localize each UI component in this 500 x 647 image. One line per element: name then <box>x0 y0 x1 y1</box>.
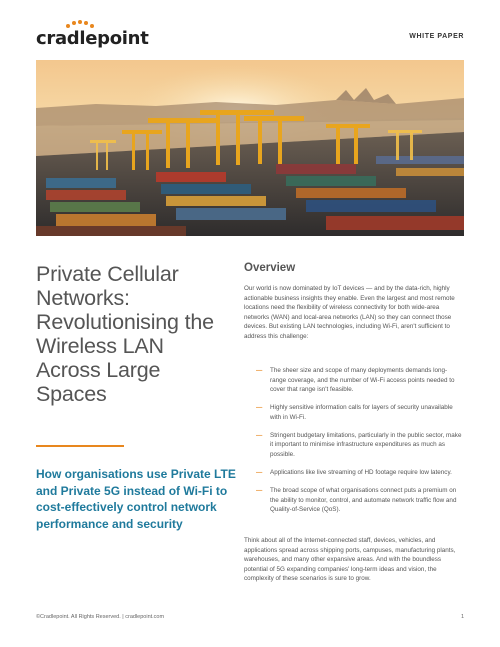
challenge-list <box>256 366 462 523</box>
list-item-text: The sheer size and scope of many deployments demands long-range coverage, and the number of Wi-Fi access points needed to cover that range isn't feasible. <box>270 367 455 394</box>
overview-heading: Overview <box>244 262 296 274</box>
list-item-text: Applications like live streaming of HD footage require low latency. <box>270 468 452 476</box>
bullet-dash-icon: — <box>256 404 263 412</box>
overview-intro: Our world is now dominated by IoT devices — and by the data-rich, highly actionable business insights they enable. Even the largest and most remote locations need the flexibility of wireless connectivity for both wide-area networks (WAN) and local-area networks (LAN) so they can connect those devices. But existing LAN technologies, including Wi-Fi, aren't sufficient to address this challenge: <box>244 285 455 340</box>
list-item <box>256 486 462 515</box>
page-subtitle: How organisations use Private LTE and Private 5G instead of Wi-Fi to cost-effectively control network performance and security <box>36 467 236 531</box>
list-item <box>256 431 462 460</box>
overview-closing: Think about all of the Internet-connected staff, devices, vehicles, and applications spread across shipping ports, campuses, manufacturing plants, warehouses, and many other expansive areas. And with the boundless potential of 5G expanding companies' long-term ideas and vision, the complexity of these scenarios is sure to grow. <box>244 537 456 583</box>
document-type-label: WHITE PAPER <box>409 33 464 40</box>
title-divider <box>36 445 124 447</box>
list-item-text: The broad scope of what organisations connect puts a premium on the ability to monitor, control, and automate network traffic flow and Quality-of-Service (QoS). <box>270 486 457 514</box>
page-number: 1 <box>460 614 464 620</box>
hero-image <box>36 60 464 236</box>
bullet-dash-icon: — <box>256 431 263 439</box>
footer-copyright: ©Cradlepoint. All Rights Reserved. | cradlepoint.com <box>36 614 165 620</box>
bullet-dash-icon: — <box>256 486 263 494</box>
list-item <box>256 366 462 395</box>
list-item-text: Stringent budgetary limitations, particularly in the public sector, make it important to minimise infrastructure expenditures as much as possible. <box>270 431 462 458</box>
bullet-dash-icon: — <box>256 468 263 476</box>
logo-text: cradlepoint <box>36 28 149 49</box>
list-item <box>256 468 462 478</box>
bullet-dash-icon: — <box>256 367 263 374</box>
list-item <box>256 403 462 422</box>
list-item-text: Highly sensitive information calls for layers of security unavailable with in Wi-Fi. <box>270 404 453 421</box>
page-title: Private Cellular Networks: Revolutionising the Wireless LAN Across Large Spaces <box>36 262 214 406</box>
